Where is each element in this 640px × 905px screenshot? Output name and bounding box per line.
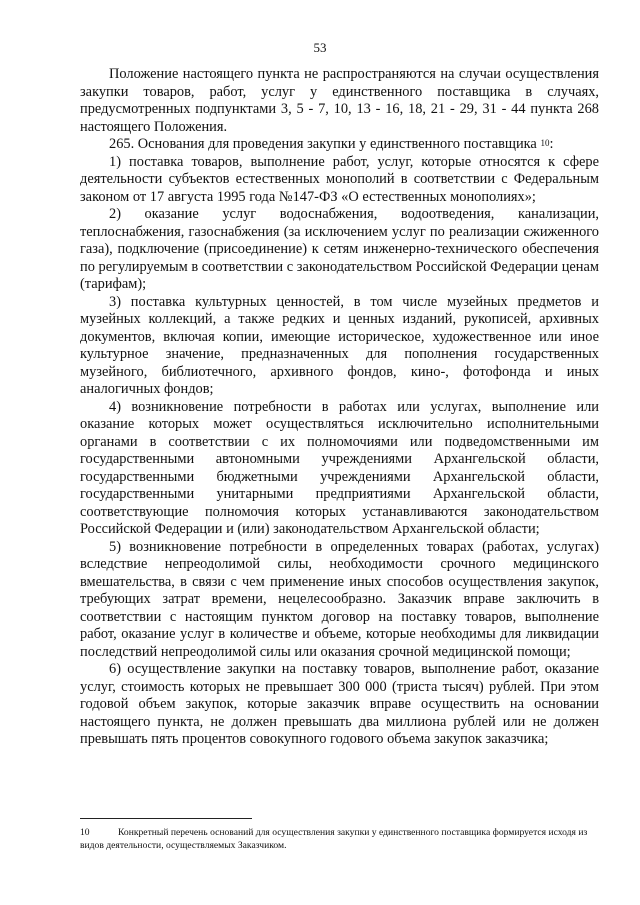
- paragraph-scope-note: Положение настоящего пункта не распространяются на случаи осуществления закупки товаров, работ, услуг у единственного поставщика в случаях, предусмотренных подпунктами 3, 5 - 7, 10, 13 - 16, 18, 21 - 29, 31 - 44 пункта 268 настоящего Положения.: [80, 66, 599, 135]
- paragraph-265-text: 265. Основания для проведения закупки у единственного поставщика: [109, 136, 537, 152]
- list-item-6: 6) осуществление закупки на поставку товаров, выполнение работ, оказание услуг, стоимость которых не превышает 300 000 (триста тысяч) рублей. При этом годовой объем закупок, которые заказчик вправе осуществить на основании настоящего пункта, не должен превышать два миллиона рублей или не должен превышать пять процентов совокупного годового объема закупок заказчика;: [80, 661, 599, 747]
- document-body: [80, 66, 599, 749]
- footnote: [80, 826, 599, 852]
- page-number: 53: [313, 40, 327, 55]
- list-item-4: 4) возникновение потребности в работах или услугах, выполнение или оказание которых может осуществляться исключительно исполнительными органами в соответствии с их полномочиями или подведомственными им государственными автономными учреждениями Архангельской области, государственными бюджетными учреждениями Архангельской области, государственными унитарными предприятиями Архангельской области, соответствующие полномочия которых устанавливаются законодательством Российской Федерации и (или) законодательством Архангельской области;: [80, 398, 599, 537]
- paragraph-265-heading: [80, 136, 599, 154]
- footnote-text: Конкретный перечень оснований для осуществления закупки у единственного поставщика формируется исходя из видов деятельности, осуществляемых Заказчиком.: [80, 827, 588, 851]
- list-item-3: 3) поставка культурных ценностей, в том числе музейных предметов и музейных коллекций, а также редких и ценных изданий, рукописей, архивных документов, включая копии, имеющие историческое, художественное или иное культурное значение, предназначенных для пополнения государственных музейного, библиотечного, архивного фондов, кино-, фотофонда и иных аналогичных фондов;: [80, 293, 599, 397]
- footnote-separator: [80, 818, 252, 819]
- footnote-number: 10: [80, 827, 90, 838]
- list-item-1: 1) поставка товаров, выполнение работ, услуг, которые относятся к сфере деятельности субъектов естественных монополий в соответствии с Федеральным законом от 17 августа 1995 года №147-ФЗ «О естественных монополиях»;: [80, 153, 599, 205]
- footnote-reference: 10: [540, 138, 550, 148]
- heading-colon: :: [549, 136, 554, 152]
- list-item-2: 2) оказание услуг водоснабжения, водоотведения, канализации, теплоснабжения, газоснабжения (за исключением услуг по реализации сжиженного газа), подключение (присоединение) к сетям инженерно-технического обеспечения по регулируемым в соответствии с законодательством Российской Федерации ценам (тарифам);: [80, 206, 599, 292]
- list-item-5: 5) возникновение потребности в определенных товарах (работах, услугах) вследствие непреодолимой силы, необходимости срочного медицинского вмешательства, в связи с чем применение иных способов осуществления закупок, требующих затрат времени, нецелесообразно. Заказчик вправе заключить в соответствии с настоящим пунктом договор на поставку товаров, выполнение работ, оказание услуг в количестве и объеме, которые необходимы для ликвидации последствий непреодолимой силы или оказания срочной медицинской помощи;: [80, 538, 599, 660]
